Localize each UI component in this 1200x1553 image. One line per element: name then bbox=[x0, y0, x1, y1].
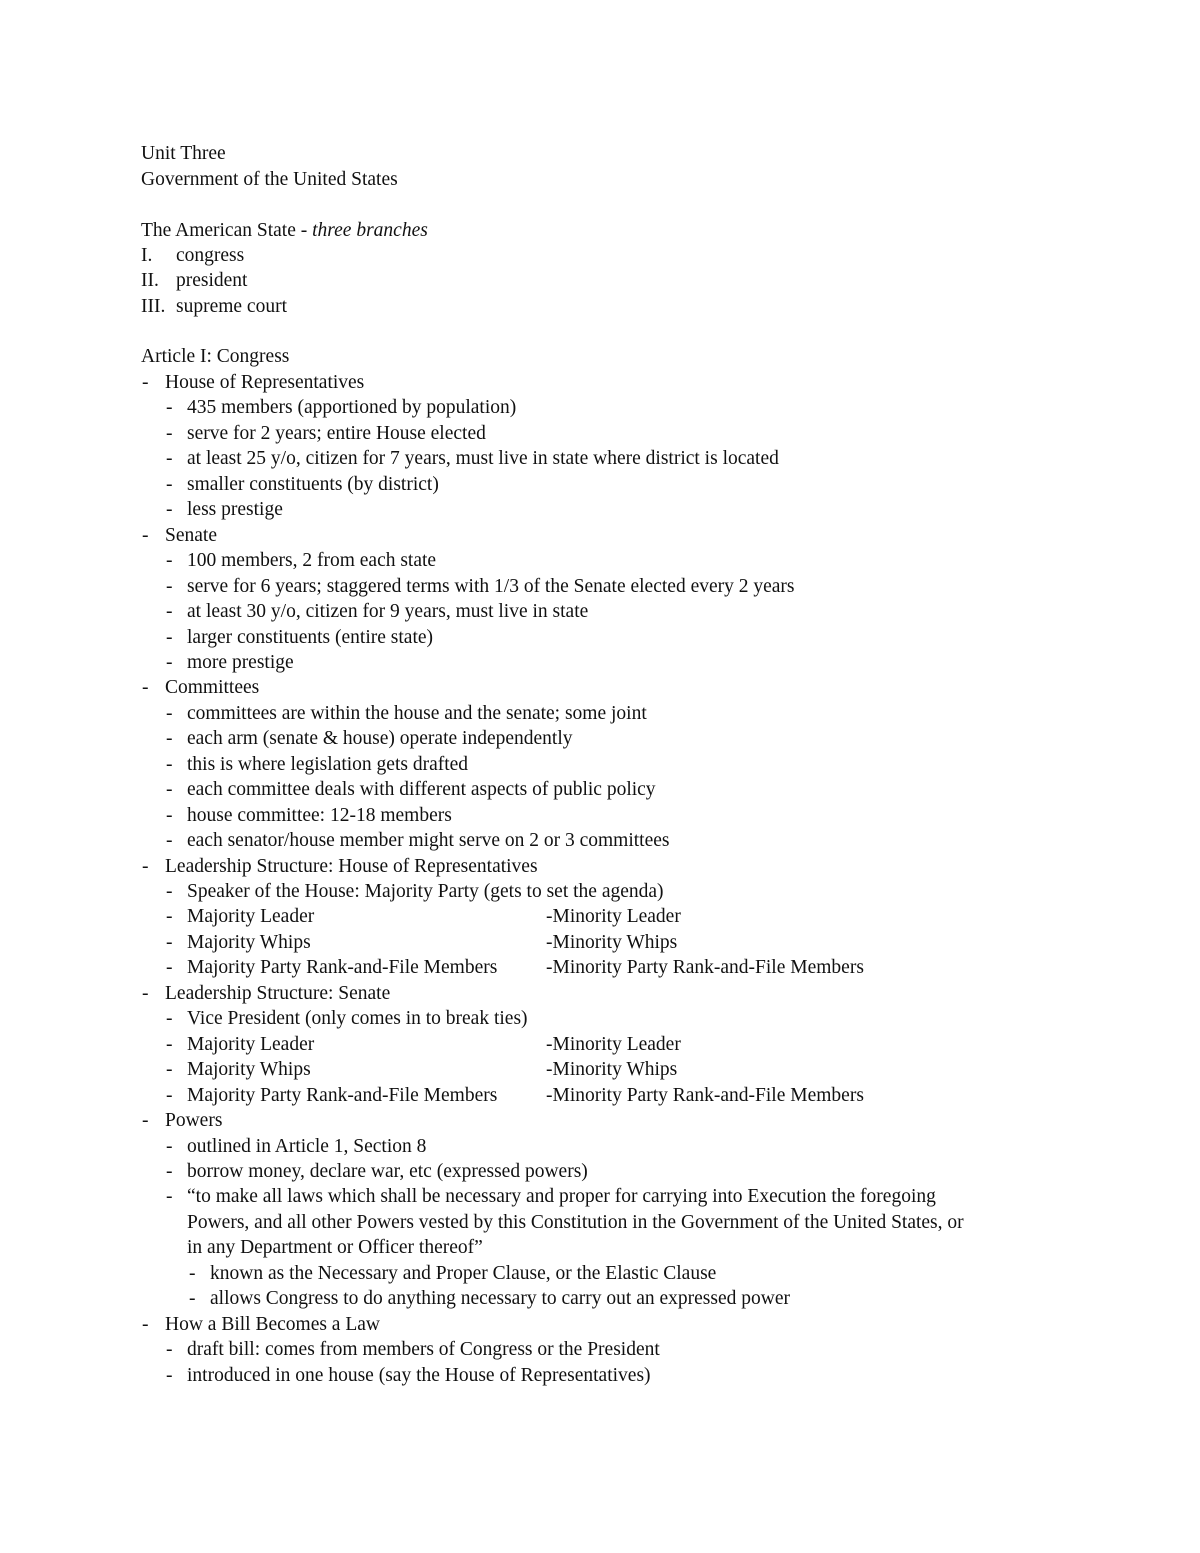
outline-item-text: each arm (senate & house) operate independently bbox=[187, 728, 573, 749]
outline-item-text: at least 30 y/o, citizen for 9 years, must live in state bbox=[187, 601, 589, 622]
bullet-dash: - bbox=[166, 397, 173, 418]
bullet-dash: - bbox=[166, 499, 173, 520]
outline-item-text: Powers bbox=[165, 1110, 223, 1131]
outline-item-text: House of Representatives bbox=[165, 372, 365, 393]
outline-item-text: Speaker of the House: Majority Party (gets to set the agenda) bbox=[187, 881, 664, 902]
outline-item-text: 100 members, 2 from each state bbox=[187, 550, 437, 571]
bullet-dash: - bbox=[142, 1314, 149, 1335]
outline-item-text: larger constituents (entire state) bbox=[187, 627, 434, 648]
outline-item-text: How a Bill Becomes a Law bbox=[165, 1314, 380, 1335]
branch-number: I. bbox=[141, 245, 153, 266]
bullet-dash: - bbox=[166, 703, 173, 724]
outline-item-minority-text: -Minority Whips bbox=[546, 1059, 678, 1080]
bullet-dash: - bbox=[142, 856, 149, 877]
outline-item-text: Committees bbox=[165, 677, 260, 698]
outline-item-text: committees are within the house and the senate; some joint bbox=[187, 703, 647, 724]
outline-item-text: 435 members (apportioned by population) bbox=[187, 397, 517, 418]
outline-item-text: Majority Party Rank-and-File Members bbox=[187, 957, 498, 978]
bullet-dash: - bbox=[166, 957, 173, 978]
branch-text: president bbox=[176, 270, 248, 291]
outline-item-text: at least 25 y/o, citizen for 7 years, must live in state where district is located bbox=[187, 448, 779, 469]
unit-title-text: Unit Three bbox=[141, 143, 226, 164]
bullet-dash: - bbox=[189, 1288, 196, 1309]
bullet-dash: - bbox=[166, 805, 173, 826]
outline-item-text: each committee deals with different aspects of public policy bbox=[187, 779, 656, 800]
branch-text: congress bbox=[176, 245, 245, 266]
bullet-dash: - bbox=[142, 525, 149, 546]
bullet-dash: - bbox=[166, 448, 173, 469]
document-subtitle-text: Government of the United States bbox=[141, 169, 398, 190]
bullet-dash: - bbox=[166, 1034, 173, 1055]
outline-item-text: serve for 6 years; staggered terms with 1/3 of the Senate elected every 2 years bbox=[187, 576, 795, 597]
bullet-dash: - bbox=[166, 1059, 173, 1080]
bullet-dash: - bbox=[166, 550, 173, 571]
outline-item-text: Powers, and all other Powers vested by this Constitution in the Government of the United States, or bbox=[187, 1212, 964, 1233]
outline-item-text: Majority Party Rank-and-File Members bbox=[187, 1085, 498, 1106]
bullet-dash: - bbox=[166, 1161, 173, 1182]
outline-item-text: Majority Whips bbox=[187, 1059, 311, 1080]
bullet-dash: - bbox=[142, 372, 149, 393]
outline-item-minority-text: -Minority Leader bbox=[546, 1034, 681, 1055]
bullet-dash: - bbox=[142, 1110, 149, 1131]
bullet-dash: - bbox=[142, 677, 149, 698]
bullet-dash: - bbox=[166, 881, 173, 902]
bullet-dash: - bbox=[166, 830, 173, 851]
outline-item-text: house committee: 12-18 members bbox=[187, 805, 452, 826]
outline-item-text: more prestige bbox=[187, 652, 294, 673]
outline-item-text: Leadership Structure: Senate bbox=[165, 983, 391, 1004]
article-heading-text: Article I: Congress bbox=[141, 346, 290, 367]
outline-item-text: known as the Necessary and Proper Clause, or the Elastic Clause bbox=[210, 1263, 717, 1284]
outline-item-text: this is where legislation gets drafted bbox=[187, 754, 469, 775]
bullet-dash: - bbox=[142, 983, 149, 1004]
outline-item-minority-text: -Minority Leader bbox=[546, 906, 681, 927]
bullet-dash: - bbox=[166, 1085, 173, 1106]
bullet-dash: - bbox=[166, 601, 173, 622]
bullet-dash: - bbox=[166, 423, 173, 444]
outline-item-text: Vice President (only comes in to break ties) bbox=[187, 1008, 528, 1029]
branches-heading-text bbox=[141, 218, 428, 244]
bullet-dash: - bbox=[166, 754, 173, 775]
bullet-dash: - bbox=[166, 1365, 173, 1386]
bullet-dash: - bbox=[166, 1136, 173, 1157]
bullet-dash: - bbox=[166, 906, 173, 927]
bullet-dash: - bbox=[166, 932, 173, 953]
outline-item-text: smaller constituents (by district) bbox=[187, 474, 439, 495]
outline-item-minority-text: -Minority Party Rank-and-File Members bbox=[546, 957, 864, 978]
outline-item-text: Senate bbox=[165, 525, 217, 546]
outline-item-text: allows Congress to do anything necessary to carry out an expressed power bbox=[210, 1288, 790, 1309]
outline-item-text: Majority Leader bbox=[187, 906, 315, 927]
outline-item-text: serve for 2 years; entire House elected bbox=[187, 423, 486, 444]
bullet-dash: - bbox=[166, 576, 173, 597]
bullet-dash: - bbox=[166, 652, 173, 673]
bullet-dash: - bbox=[189, 1263, 196, 1284]
outline-item-text: Leadership Structure: House of Representatives bbox=[165, 856, 538, 877]
bullet-dash: - bbox=[166, 1008, 173, 1029]
bullet-dash: - bbox=[166, 1186, 173, 1207]
outline-item-text: “to make all laws which shall be necessary and proper for carrying into Execution the foregoing bbox=[187, 1186, 936, 1207]
outline-item-text: borrow money, declare war, etc (expressed powers) bbox=[187, 1161, 588, 1182]
outline-item-text: Majority Leader bbox=[187, 1034, 315, 1055]
outline-item-minority-text: -Minority Whips bbox=[546, 932, 678, 953]
outline-item-minority-text: -Minority Party Rank-and-File Members bbox=[546, 1085, 864, 1106]
bullet-dash: - bbox=[166, 1339, 173, 1360]
branch-text: supreme court bbox=[176, 296, 288, 317]
branches-heading-italic: three branches bbox=[312, 220, 428, 241]
bullet-dash: - bbox=[166, 728, 173, 749]
branch-number: II. bbox=[141, 270, 159, 291]
outline-item-text: outlined in Article 1, Section 8 bbox=[187, 1136, 427, 1157]
outline-item-text: in any Department or Officer thereof” bbox=[187, 1237, 483, 1258]
outline-item-text: Majority Whips bbox=[187, 932, 311, 953]
outline-item-text: introduced in one house (say the House of Representatives) bbox=[187, 1365, 651, 1386]
bullet-dash: - bbox=[166, 627, 173, 648]
outline-item-text: each senator/house member might serve on 2 or 3 committees bbox=[187, 830, 670, 851]
branch-number: III. bbox=[141, 296, 166, 317]
bullet-dash: - bbox=[166, 474, 173, 495]
branches-heading-plain: The American State - bbox=[141, 220, 313, 241]
outline-item-text: less prestige bbox=[187, 499, 283, 520]
bullet-dash: - bbox=[166, 779, 173, 800]
outline-item-text: draft bill: comes from members of Congress or the President bbox=[187, 1339, 660, 1360]
